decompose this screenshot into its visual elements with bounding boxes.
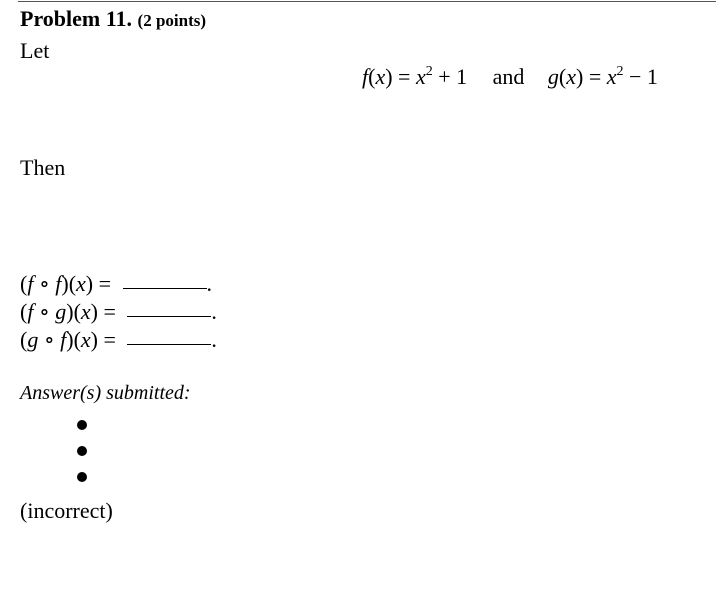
composition-f-of-g: (f ∘ g)(x) = . <box>20 299 217 324</box>
composition-list <box>20 270 217 354</box>
f-definition: $f(x) = x^2 + 1$ <box>362 64 468 89</box>
answer-bullet-3 <box>77 472 87 482</box>
problem-heading <box>20 6 206 32</box>
answer-blank-1 <box>123 274 207 289</box>
and-word: and <box>492 64 525 89</box>
answer-status: (incorrect) <box>20 498 113 523</box>
composition-g-of-f: (g ∘ f)(x) = . <box>20 327 217 352</box>
answers-submitted-label: Answer(s) submitted: <box>20 382 191 404</box>
answer-bullet-2 <box>77 446 87 456</box>
top-divider <box>18 1 716 2</box>
problem-title: Problem 11. <box>20 6 133 31</box>
answer-blank-3 <box>127 330 211 345</box>
let-text: Let <box>20 38 50 63</box>
function-definitions <box>362 64 658 90</box>
problem-points: (2 points) <box>137 11 207 30</box>
answer-blank-2 <box>127 302 211 317</box>
composition-f-of-f: (f ∘ f)(x) = . <box>20 271 213 296</box>
answer-bullet-1 <box>77 420 87 430</box>
then-text: Then <box>20 155 66 180</box>
g-definition: $g(x) = x^2 - 1$ <box>547 64 658 89</box>
